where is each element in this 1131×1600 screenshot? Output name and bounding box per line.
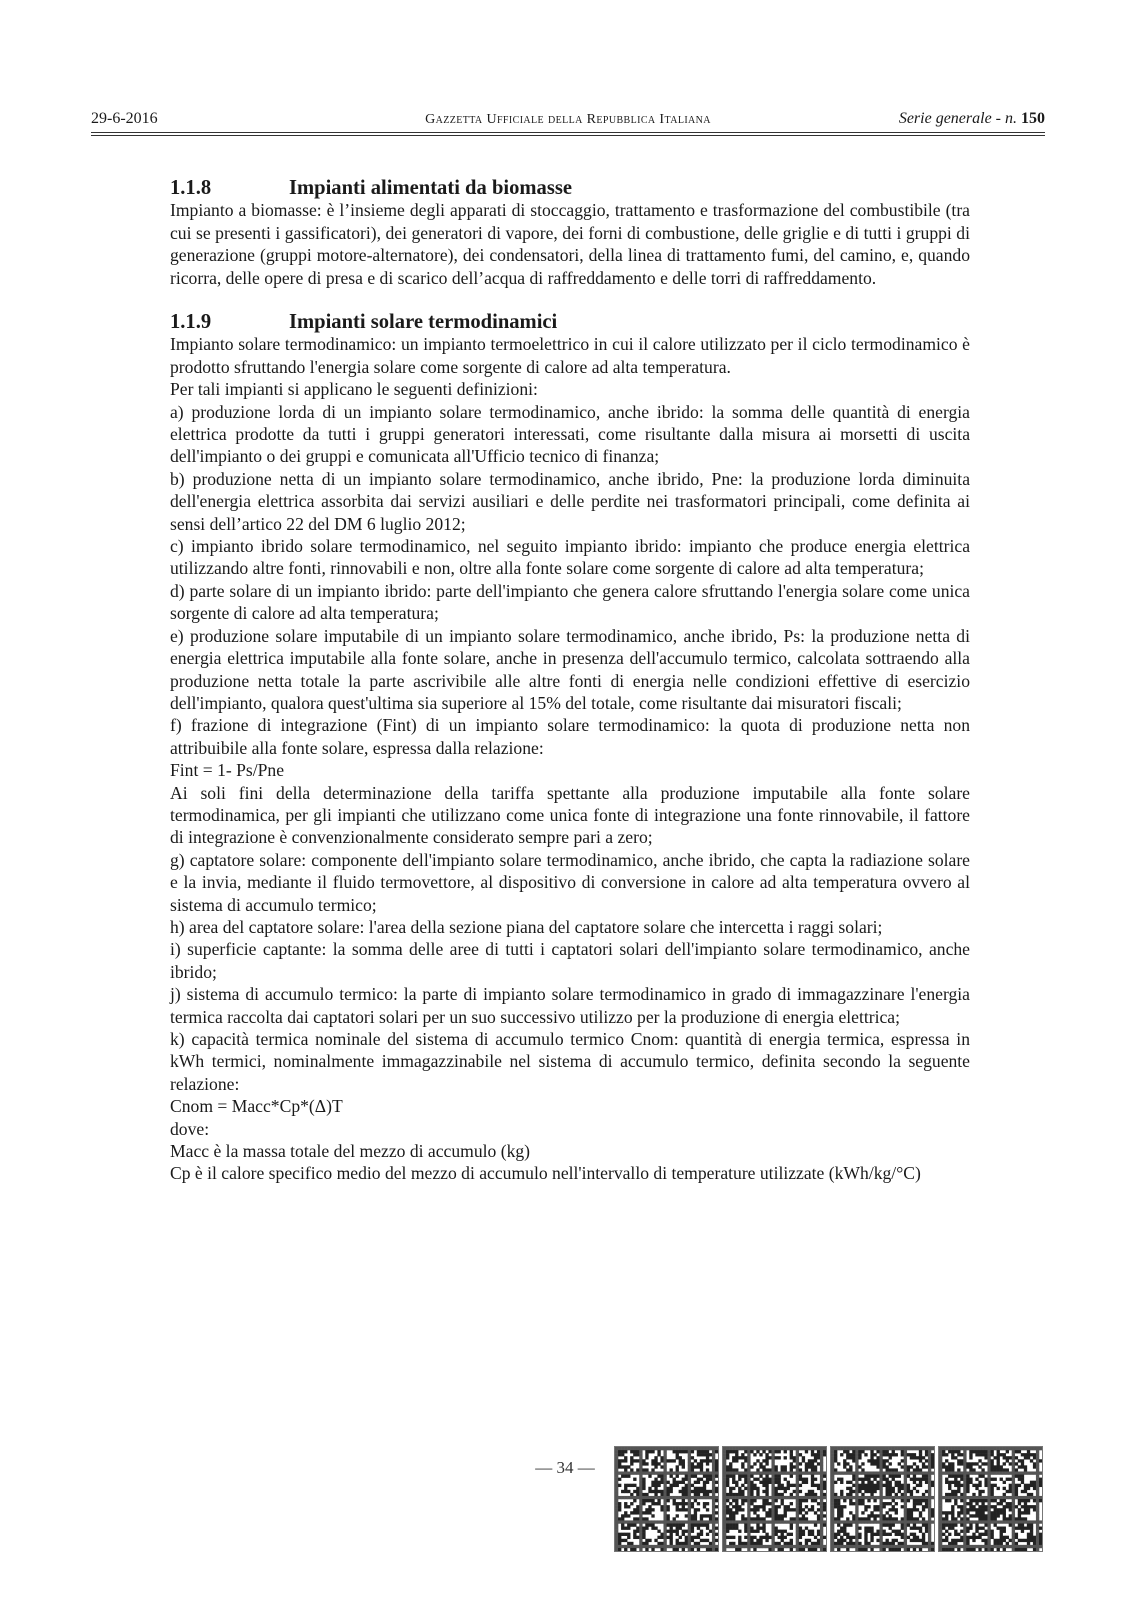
definition-a: a) produzione lorda di un impianto solare termodinamico, anche ibrido: la somma delle quantità di energia elettrica prodotte da tutti i gruppi generatori interessati, come risultante dalla misura ai morsetti di uscita dell'impianto o dei gruppi e comunicata all'Ufficio tecnico di finanza; — [170, 401, 970, 467]
paragraph: dove: — [170, 1118, 210, 1139]
definition-d: d) parte solare di un impianto ibrido: parte dell'impianto che genera calore sfruttando l'energia solare come unica sorgente di calore ad alta temperatura; — [170, 580, 970, 624]
qr-code-icon — [938, 1446, 1043, 1552]
paragraph: Macc è la massa totale del mezzo di accumulo (kg) — [170, 1141, 531, 1162]
paragraph: Impianto solare termodinamico: un impianto termoelettrico in cui il calore utilizzato per il ciclo termodinamico è prodotto sfruttando l'energia solare come sorgente di calore ad alta temperatura. — [170, 334, 970, 377]
qr-pattern — [723, 1447, 826, 1551]
section-title: Impianti alimentati da biomasse — [289, 177, 572, 199]
paragraph: Cp è il calore specifico medio del mezzo di accumulo nell'intervallo di temperature utilizzate (kWh/kg/°C) — [170, 1163, 921, 1184]
definition-f: f) frazione di integrazione (Fint) di un impianto solare termodinamico: la quota di produzione netta non attribuibile alla fonte solare, espressa dalla relazione: — [170, 715, 970, 758]
section-title: Impianti solare termodinamici — [289, 311, 558, 334]
definition-g: g) captatore solare: componente dell'impianto solare termodinamico, anche ibrido, che capta la radiazione solare e la invia, mediante il fluido termovettore, al dispositivo di conversione in calore ad alta temperatura ovvero al sistema di accumulo termico; — [170, 849, 970, 915]
header-rule-bottom — [91, 135, 1045, 136]
section-spacer — [170, 289, 970, 311]
issue-date: 29-6-2016 — [91, 110, 158, 127]
section-heading-1-1-8 — [170, 177, 970, 199]
qr-pattern — [939, 1447, 1042, 1551]
definition-e: e) produzione solare imputabile di un impianto solare termodinamico, anche ibrido, Ps: la produzione netta di energia elettrica imputabile alla fonte solare, anche in presenza dell'accumulo termico, calcolata sottraendo alla produzione netta totale la parte ascrivibile alle altre fonti di energia nelle condizioni effettive di esercizio dell'impianto, qualora quest'ultima sia superiore al 15% del totale, come risultante dai misuratori fiscali; — [170, 625, 970, 713]
qr-code-icon — [722, 1446, 827, 1552]
definition-k: k) capacità termica nominale del sistema di accumulo termico Cnom: quantità di energia termica, espressa in kWh termici, nominalmente immagazzinabile nel sistema di accumulo termico, definita secondo la seguente relazione: — [170, 1029, 970, 1094]
qr-code-icon — [614, 1446, 719, 1552]
definition-h: h) area del captatore solare: l'area della sezione piana del captatore solare che intercetta i raggi solari; — [170, 916, 883, 937]
paragraph: Per tali impianti si applicano le seguenti definizioni: — [170, 379, 538, 400]
definition-b: b) produzione netta di un impianto solare termodinamico, anche ibrido, Pne: la produzione lorda diminuita dell'energia elettrica assorbita dai servizi ausiliari e delle perdite nei trasformatori principali, come definita ai sensi dell’artico 22 del DM 6 luglio 2012; — [170, 468, 970, 534]
series-label: Serie generale - n. — [898, 110, 1021, 127]
section-number: 1.1.9 — [170, 311, 212, 334]
gazette-title: Gazzetta Ufficiale della Repubblica Italiana — [425, 112, 711, 127]
issue-number: 150 — [1021, 110, 1045, 127]
document-body — [170, 177, 970, 1185]
qr-pattern — [615, 1447, 718, 1551]
definition-c: c) impianto ibrido solare termodinamico, nel seguito impianto ibrido: impianto che produce energia elettrica utilizzando altre fonti, rinnovabili e non, oltre alla fonte solare come sorgente di calore ad alta temperatura; — [170, 536, 970, 579]
formula-cnom: Cnom = Macc*Cp*(Δ)T — [170, 1096, 343, 1117]
definition-i: i) superficie captante: la somma delle aree di tutti i captatori solari dell'impianto solare termodinamico, anche ibrido; — [170, 939, 970, 982]
qr-pattern — [831, 1447, 934, 1551]
page-header — [91, 107, 1045, 131]
formula-fint: Fint = 1- Ps/Pne — [170, 760, 285, 781]
definition-j: j) sistema di accumulo termico: la parte di impianto solare termodinamico in grado di immagazzinare l'energia termica raccolta dai captatori solari per un suo successivo utilizzo per la produzione di energia elettrica; — [170, 984, 970, 1027]
section-number: 1.1.8 — [170, 177, 212, 199]
series-info — [899, 110, 1045, 128]
paragraph: Impianto a biomasse: è l’insieme degli apparati di stoccaggio, trattamento e trasformazione del combustibile (tra cui se presenti i gassificatori), dei generatori di vapore, dei forni di combustione, delle griglie e di tutti i gruppi di generazione (gruppi motore-alternatore), dei condensatori, della linea di trattamento fumi, del camino, e, quando ricorra, delle opere di presa e di scarico dell’acqua di raffreddamento e delle torri di raffreddamento. — [170, 200, 970, 288]
section-heading-1-1-9 — [170, 311, 970, 333]
paragraph: Ai soli fini della determinazione della tariffa spettante alla produzione imputabile alla fonte solare termodinamica, per gli impianti che utilizzano come unica fonte di integrazione una fonte rinnovabile, il fattore di integrazione è convenzionalmente considerato sempre pari a zero; — [170, 782, 970, 848]
page-number: — 34 — — [535, 1458, 595, 1477]
qr-code-icon — [830, 1446, 935, 1552]
qr-code-strip — [614, 1446, 1049, 1552]
header-rule-top — [91, 132, 1045, 133]
